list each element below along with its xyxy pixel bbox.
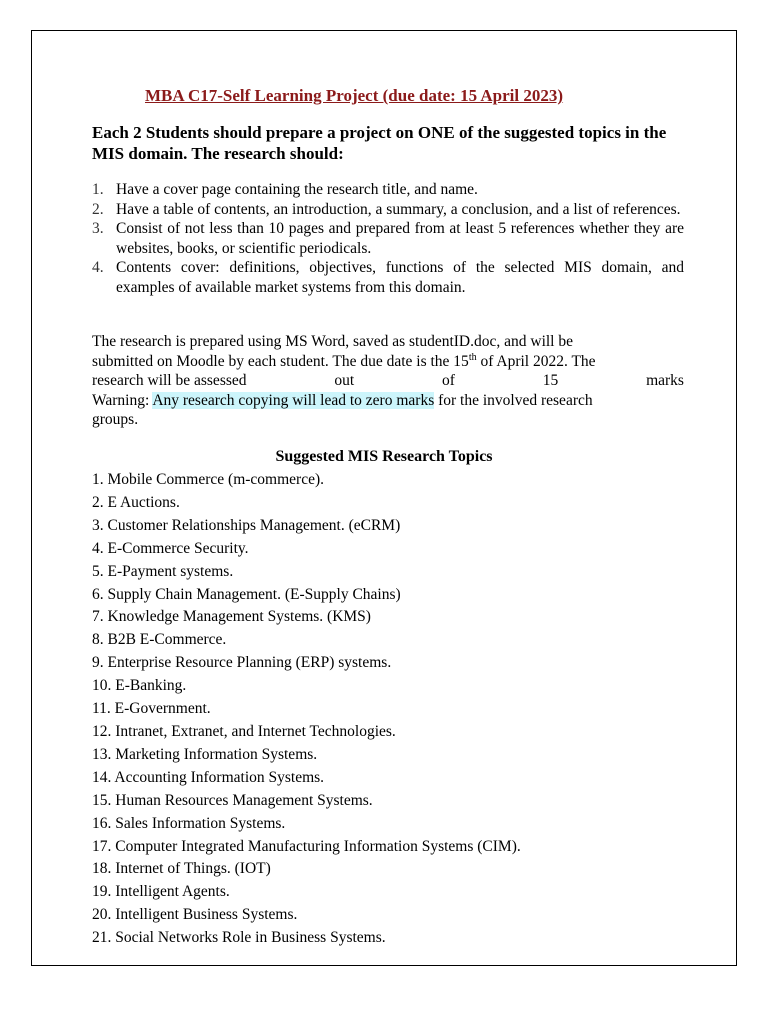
paragraph-line <box>92 371 684 391</box>
list-item: 12. Intranet, Extranet, and Internet Technologies. <box>92 722 396 740</box>
paragraph-word: of <box>441 372 455 390</box>
list-item: 5. E-Payment systems. <box>92 562 234 580</box>
paragraph-text: of April 2022. The <box>476 352 596 370</box>
list-item: 13. Marketing Information Systems. <box>92 745 318 763</box>
warning-highlight: Any research copying will lead to zero marks <box>152 391 435 409</box>
paragraph-line <box>92 352 684 372</box>
list-item: 20. Intelligent Business Systems. <box>92 906 298 924</box>
list-item: 19. Intelligent Agents. <box>92 883 230 901</box>
intro-instructions: Each 2 Students should prepare a project on ONE of the suggested topics in the MIS domain. The research should: <box>92 123 667 163</box>
ordinal-superscript: th <box>468 351 477 363</box>
list-item <box>92 219 684 258</box>
warning-text: for the involved research <box>434 391 593 409</box>
list-text: Have a cover page containing the research title, and name. <box>116 181 478 198</box>
list-item: 8. B2B E-Commerce. <box>92 631 227 649</box>
list-item: 15. Human Resources Management Systems. <box>92 791 373 809</box>
list-item: 9. Enterprise Resource Planning (ERP) systems. <box>92 654 392 672</box>
list-number: 3. <box>92 220 104 238</box>
list-item: 3. Customer Relationships Management. (eCRM) <box>92 516 401 534</box>
list-item: 11. E-Government. <box>92 700 211 718</box>
paragraph-word: marks <box>646 372 684 390</box>
list-item: 2. E Auctions. <box>92 493 180 511</box>
list-item <box>92 200 684 220</box>
submission-paragraph <box>92 332 684 430</box>
list-item <box>92 180 684 200</box>
paragraph-line: The research is prepared using MS Word, saved as studentID.doc, and will be <box>92 333 573 350</box>
list-item <box>92 258 684 297</box>
list-item: 14. Accounting Information Systems. <box>92 768 325 786</box>
list-item: 4. E-Commerce Security. <box>92 539 249 557</box>
list-item: 21. Social Networks Role in Business Systems. <box>92 929 386 947</box>
list-number: 2. <box>92 200 104 218</box>
paragraph-word: 15 <box>542 372 559 390</box>
requirements-list <box>92 180 684 298</box>
list-item: 1. Mobile Commerce (m-commerce). <box>92 471 324 488</box>
list-number: 1. <box>92 181 104 198</box>
list-item: 17. Computer Integrated Manufacturing Information Systems (CIM). <box>92 837 521 855</box>
warning-line <box>92 391 684 411</box>
topics-heading: Suggested MIS Research Topics <box>275 448 493 465</box>
list-item: 16. Sales Information Systems. <box>92 814 286 832</box>
paragraph-word: research will be assessed <box>92 372 247 390</box>
list-text: Have a table of contents, an introduction, a summary, a conclusion, and a list of references. <box>116 200 681 218</box>
warning-label: Warning: <box>92 391 153 409</box>
document-title: MBA C17-Self Learning Project (due date: 15 April 2023) <box>145 86 564 105</box>
paragraph-text: submitted on Moodle by each student. The due date is the 15 <box>92 352 469 370</box>
list-item: 6. Supply Chain Management. (E-Supply Chains) <box>92 585 401 603</box>
list-number: 4. <box>92 259 104 277</box>
topics-list <box>92 469 692 950</box>
list-item: 10. E-Banking. <box>92 677 187 695</box>
list-item: 18. Internet of Things. (IOT) <box>92 860 271 878</box>
list-text: Consist of not less than 10 pages and prepared from at least 5 references whether they are websites, books, or scientific periodicals. <box>116 220 684 257</box>
paragraph-word: out <box>334 372 355 390</box>
list-text: Contents cover: definitions, objectives, functions of the selected MIS domain, and examples of available market systems from this domain. <box>116 259 684 296</box>
paragraph-line: groups. <box>92 411 139 429</box>
list-item: 7. Knowledge Management Systems. (KMS) <box>92 608 371 626</box>
